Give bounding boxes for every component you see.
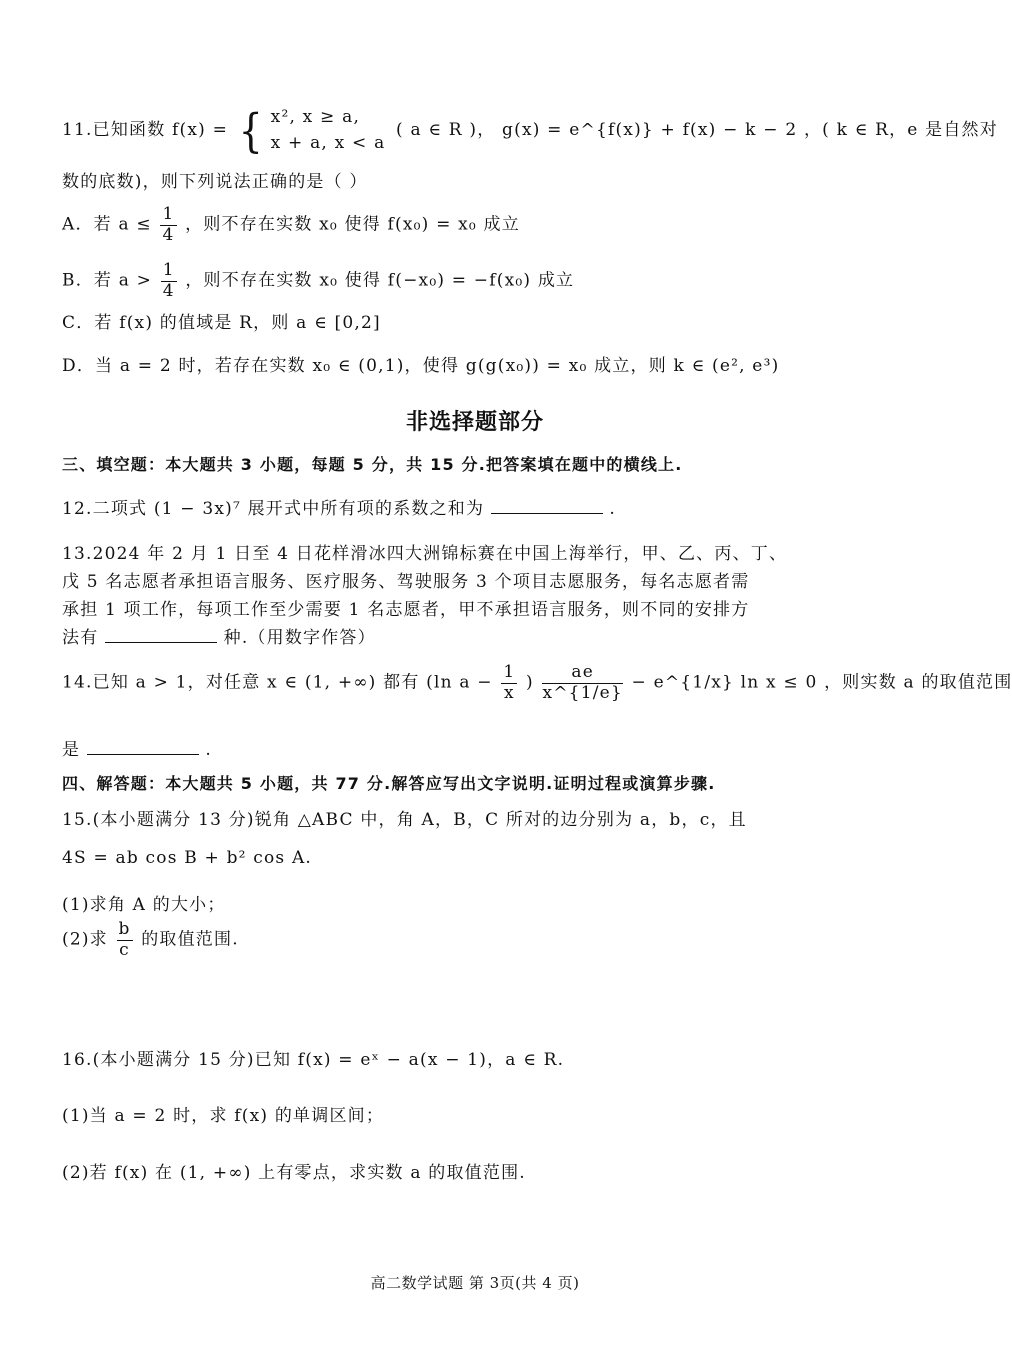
q11-g-tail: ，( k ∈ R，e 是自然对 (803, 120, 998, 140)
q12-text: 12.二项式 (1 − 3x)⁷ 展开式中所有项的系数之和为 (62, 499, 485, 519)
q11-option-b-pre: B．若 a > (62, 270, 153, 291)
q14-frac2 (542, 663, 622, 703)
frac-num: 1 (162, 260, 175, 280)
q15-part2-post: 的取值范围. (141, 929, 239, 950)
frac-den: 4 (162, 280, 175, 301)
q15-part2 (62, 920, 239, 960)
q14-frac1 (501, 663, 517, 703)
q11-option-b (62, 261, 574, 301)
q14-answer-blank[interactable] (87, 740, 199, 755)
frac-num: 1 (162, 204, 175, 224)
q13-line4-post: 种.（用数字作答） (223, 628, 376, 648)
frac-den: x^{1/e} (542, 682, 623, 703)
frac-num: b (118, 919, 131, 939)
q14-expr-a: (ln a − (426, 672, 493, 693)
q11-line2: 数的底数)，则下列说法正确的是（ ） (62, 172, 368, 192)
q12-answer-blank[interactable] (491, 499, 603, 514)
q12-end: . (609, 499, 617, 519)
q13-line2: 戊 5 名志愿者承担语言服务、医疗服务、驾驶服务 3 个项目志愿服务，每名志愿者需 (62, 572, 750, 592)
q11-g: g(x) = e^{f(x)} + f(x) − k − 2 (502, 120, 798, 140)
q15-line1: 15.(本小题满分 13 分)锐角 △ABC 中，角 A，B，C 所对的边分别为 a，b，c，且 (62, 810, 747, 830)
q11-option-d: D．当 a = 2 时，若存在实数 x₀ ∈ (0,1)，使得 g(g(x₀)) = x₀ 成立，则 k ∈ (e², e³) (62, 356, 780, 376)
q15-part1: (1)求角 A 的大小； (62, 895, 226, 915)
brace-icon: { (238, 104, 265, 157)
q11-option-a-frac (160, 205, 176, 245)
q14-line2-post: . (205, 740, 213, 760)
frac-den: x (503, 682, 515, 703)
q16-part2: (2)若 f(x) 在 (1, +∞) 上有零点，求实数 a 的取值范围. (62, 1163, 526, 1183)
q15-frac (117, 920, 133, 960)
q16-line1: 16.(本小题满分 15 分)已知 f(x) = eˣ − a(x − 1)，a ∈ R. (62, 1050, 565, 1070)
q14-post: ，则实数 a 的取值范围 (824, 672, 1012, 693)
section4-heading: 四、解答题：本大题共 5 小题，共 77 分.解答应写出文字说明.证明过程或演算步骤. (62, 774, 716, 793)
q11-option-b-frac (161, 261, 177, 301)
q16-part1: (1)当 a = 2 时，求 f(x) 的单调区间； (62, 1106, 385, 1126)
frac-num: ae (542, 663, 622, 684)
q13-answer-blank[interactable] (105, 628, 217, 643)
q13-line1: 13.2024 年 2 月 1 日至 4 日花样滑冰四大洲锦标赛在中国上海举行，甲、乙、丙、丁、 (62, 544, 788, 564)
section3-heading: 三、填空题：本大题共 3 小题，每题 5 分，共 15 分.把答案填在题中的横线上. (62, 455, 683, 474)
q14-line1: 14.已知 a > 1，对任意 x ∈ (1, +∞) 都有 (ln a − $\frac{1}{x}$ ) $\frac{ae}{x\^{}\{1/e\}}$ − e^{1/x} ln x ≤ 0 ，则实数 a 的取值范围 (62, 662, 1012, 703)
q11-case1: x², x ≥ a, (270, 107, 361, 127)
q11-cond: ( a ∈ R )， (396, 120, 496, 140)
q11-option-a (62, 205, 520, 245)
q11-option-a-pre: A．若 a ≤ (62, 214, 152, 235)
q14-pre: 14.已知 a > 1，对任意 x ∈ (1, +∞) 都有 (62, 672, 420, 693)
q11-option-a-post: ，则不存在实数 x₀ 使得 f(x₀) = x₀ 成立 (185, 214, 520, 235)
q13-line3: 承担 1 项工作，每项工作至少需要 1 名志愿者，甲不承担语言服务，则不同的安排方 (62, 600, 750, 620)
q11-case2: x + a, x < a (270, 132, 386, 153)
q14-line2 (62, 735, 212, 760)
part-title: 非选择题部分 (405, 410, 544, 435)
q12 (62, 494, 616, 519)
q15-line2: 4S = ab cos B + b² cos A. (62, 848, 313, 868)
q14-expr-b: − e^{1/x} ln x ≤ 0 (631, 672, 818, 693)
q11-prefix: 11.已知函数 (62, 120, 166, 140)
page-footer: 高二数学试题 第 3页(共 4 页) (370, 1274, 580, 1292)
q11-option-c: C．若 f(x) 的值域是 R，则 a ∈ [0,2] (62, 313, 381, 333)
frac-den: c (119, 939, 130, 960)
q11-piecewise (239, 105, 386, 156)
q13-line4-pre: 法有 (62, 628, 99, 648)
q14-line2-pre: 是 (62, 740, 81, 760)
q11-option-b-post: ，则不存在实数 x₀ 使得 f(−x₀) = −f(x₀) 成立 (185, 270, 575, 291)
q15-part2-pre: (2)求 (62, 929, 108, 950)
q11-func: f(x) = (172, 120, 229, 140)
q13-line4 (62, 623, 376, 648)
frac-den: 4 (162, 224, 175, 245)
q11-line1 (62, 105, 998, 156)
frac-num: 1 (503, 662, 516, 682)
